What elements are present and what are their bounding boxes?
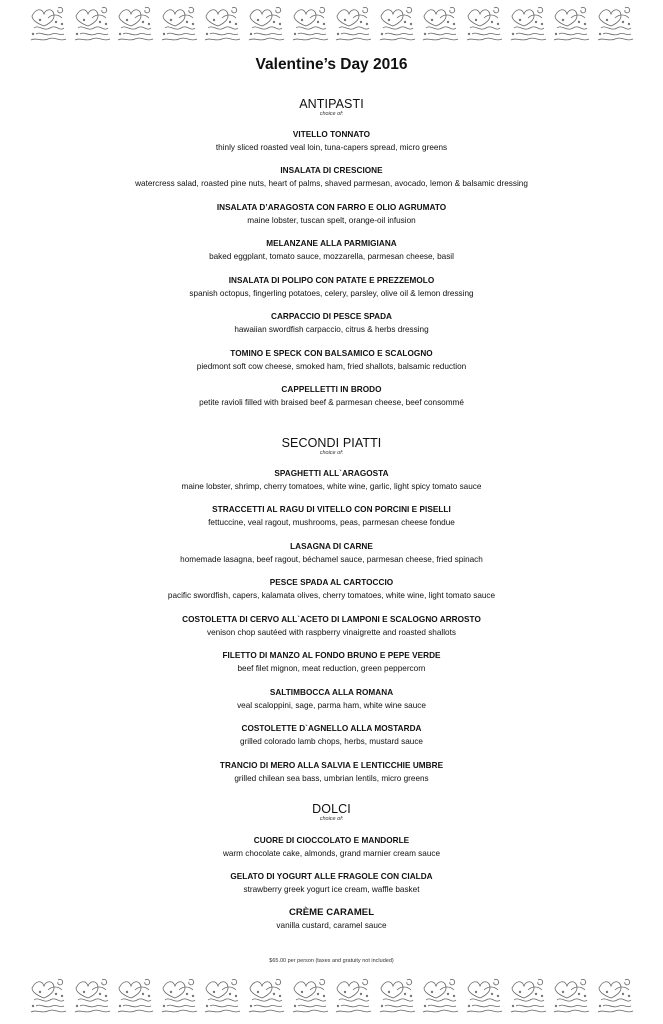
valentine-doodle-icon: [72, 976, 112, 1016]
item-name: TOMINO E SPECK CON BALSAMICO E SCALOGNO: [230, 349, 433, 358]
valentine-doodle-icon: [551, 4, 591, 44]
menu-title: Valentine’s Day 2016: [255, 56, 408, 73]
valentine-doodle-icon: [508, 4, 548, 44]
valentine-doodle-icon: [159, 976, 199, 1016]
menu-item: [0, 469, 663, 493]
item-name: SPAGHETTI ALL`ARAGOSTA: [274, 469, 389, 478]
menu-item: [0, 385, 663, 409]
item-name: MELANZANE ALLA PARMIGIANA: [266, 239, 397, 248]
menu-item: [0, 872, 663, 896]
item-name: FILETTO DI MANZO AL FONDO BRUNO E PEPE VERDE: [222, 651, 441, 660]
item-description: vanilla custard, caramel sauce: [276, 921, 387, 930]
section-secondi-header: [0, 436, 663, 456]
item-description: grilled chilean sea bass, umbrian lentils, micro greens: [234, 774, 429, 783]
valentine-doodle-icon: [420, 976, 460, 1016]
item-name: SALTIMBOCCA ALLA ROMANA: [269, 688, 394, 697]
menu-item: [0, 615, 663, 639]
item-name: INSALATA DI POLIPO CON PATATE E PREZZEMOLO: [228, 276, 435, 285]
valentine-doodle-icon: [28, 976, 68, 1016]
item-description: homemade lasagna, beef ragout, béchamel sauce, parmesan cheese, fried spinach: [180, 555, 483, 564]
item-name: TRANCIO DI MERO ALLA SALVIA E LENTICCHIE UMBRE: [219, 761, 444, 770]
valentine-doodle-icon: [290, 4, 330, 44]
menu-item: [0, 203, 663, 227]
menu-item: [0, 130, 663, 154]
section-heading: DOLCI: [312, 802, 351, 816]
valentine-doodle-icon: [464, 976, 504, 1016]
valentine-doodle-icon: [246, 976, 286, 1016]
item-description: baked eggplant, tomato sauce, mozzarella, parmesan cheese, basil: [209, 252, 454, 261]
valentine-doodle-icon: [551, 976, 591, 1016]
valentine-doodle-icon: [377, 4, 417, 44]
menu-item: [0, 578, 663, 602]
item-name: CRÈME CARAMEL: [288, 907, 375, 918]
valentine-doodle-icon: [508, 976, 548, 1016]
item-description: warm chocolate cake, almonds, grand marnier cream sauce: [222, 849, 441, 858]
section-heading: SECONDI PIATTI: [281, 436, 382, 450]
menu-item: [0, 836, 663, 860]
item-name: CARPACCIO DI PESCE SPADA: [271, 312, 392, 321]
valentine-doodle-icon: [420, 4, 460, 44]
item-name: INSALATA DI CRESCIONE: [280, 166, 383, 175]
item-description: veal scaloppini, sage, parma ham, white wine sauce: [237, 701, 426, 710]
valentine-doodle-icon: [464, 4, 504, 44]
item-description: strawberry greek yogurt ice cream, waffle basket: [243, 885, 420, 894]
valentine-doodle-icon: [72, 4, 112, 44]
valentine-doodle-icon: [115, 976, 155, 1016]
item-description: petite ravioli filled with braised beef & parmesan cheese, beef consommé: [199, 398, 464, 407]
menu-item: [0, 761, 663, 785]
item-description: pacific swordfish, capers, kalamata olives, cherry tomatoes, white wine, light tomato sauce: [167, 591, 496, 600]
section-heading: ANTIPASTI: [299, 97, 364, 111]
bottom-decorative-border: [28, 976, 635, 1020]
menu-item: [0, 239, 663, 263]
menu-item: [0, 166, 663, 190]
item-name: CAPPELLETTI IN BRODO: [281, 385, 382, 394]
valentine-doodle-icon: [377, 976, 417, 1016]
item-description: piedmont soft cow cheese, smoked ham, fried shallots, balsamic reduction: [196, 362, 467, 371]
valentine-doodle-icon: [115, 4, 155, 44]
item-name: VITELLO TONNATO: [292, 130, 371, 139]
item-name: COSTOLETTA DI CERVO ALL`ACETO DI LAMPONI E SCALOGNO ARROSTO: [182, 615, 481, 624]
valentine-doodle-icon: [159, 4, 199, 44]
item-description: venison chop sautéed with raspberry vinaigrette and roasted shallots: [207, 628, 456, 637]
item-name: COSTOLETTE D`AGNELLO ALLA MOSTARDA: [241, 724, 422, 733]
choice-note: choice of:: [319, 111, 344, 117]
valentine-doodle-icon: [202, 4, 242, 44]
price-footer: $65.00 per person (taxes and gratuity not included): [269, 958, 394, 964]
item-description: thinly sliced roasted veal loin, tuna-capers spread, micro greens: [215, 143, 448, 152]
menu-item: [0, 724, 663, 748]
section-antipasti-header: [0, 97, 663, 117]
section-dolci-header: [0, 802, 663, 822]
menu-item: [0, 349, 663, 373]
menu-item: [0, 505, 663, 529]
item-description: spanish octopus, fingerling potatoes, celery, parsley, olive oil & lemon dressing: [189, 289, 474, 298]
item-description: grilled colorado lamb chops, herbs, mustard sauce: [240, 737, 423, 746]
valentine-doodle-icon: [333, 976, 373, 1016]
valentine-doodle-icon: [595, 976, 635, 1016]
item-description: beef filet mignon, meat reduction, green peppercorn: [237, 664, 426, 673]
valentine-doodle-icon: [202, 976, 242, 1016]
item-name: PESCE SPADA AL CARTOCCIO: [269, 578, 394, 587]
valentine-doodle-icon: [290, 976, 330, 1016]
menu-item: [0, 651, 663, 675]
menu-item: [0, 542, 663, 566]
valentine-doodle-icon: [28, 4, 68, 44]
valentine-doodle-icon: [595, 4, 635, 44]
top-decorative-border: [28, 4, 635, 48]
item-description: watercress salad, roasted pine nuts, heart of palms, shaved parmesan, avocado, lemon & balsamic dressing: [135, 179, 528, 188]
item-name: STRACCETTI AL RAGU DI VITELLO CON PORCINI E PISELLI: [212, 505, 451, 514]
menu-item: [0, 276, 663, 300]
valentine-doodle-icon: [246, 4, 286, 44]
menu-item: [0, 908, 663, 932]
item-description: maine lobster, shrimp, cherry tomatoes, white wine, garlic, light spicy tomato sauce: [181, 482, 482, 491]
item-description: maine lobster, tuscan spelt, orange-oil infusion: [247, 216, 416, 225]
valentine-doodle-icon: [333, 4, 373, 44]
item-name: INSALATA D’ARAGOSTA CON FARRO E OLIO AGRUMATO: [216, 203, 447, 212]
menu-item: [0, 312, 663, 336]
item-name: LASAGNA DI CARNE: [290, 542, 373, 551]
item-description: hawaiian swordfish carpaccio, citrus & herbs dressing: [234, 325, 429, 334]
choice-note: choice of:: [319, 816, 344, 822]
item-name: GELATO DI YOGURT ALLE FRAGOLE CON CIALDA: [230, 872, 433, 881]
menu-item: [0, 688, 663, 712]
item-name: CUORE DI CIOCCOLATO E MANDORLE: [253, 836, 410, 845]
item-description: fettuccine, veal ragout, mushrooms, peas, parmesan cheese fondue: [208, 518, 455, 527]
choice-note: choice of:: [319, 450, 344, 456]
